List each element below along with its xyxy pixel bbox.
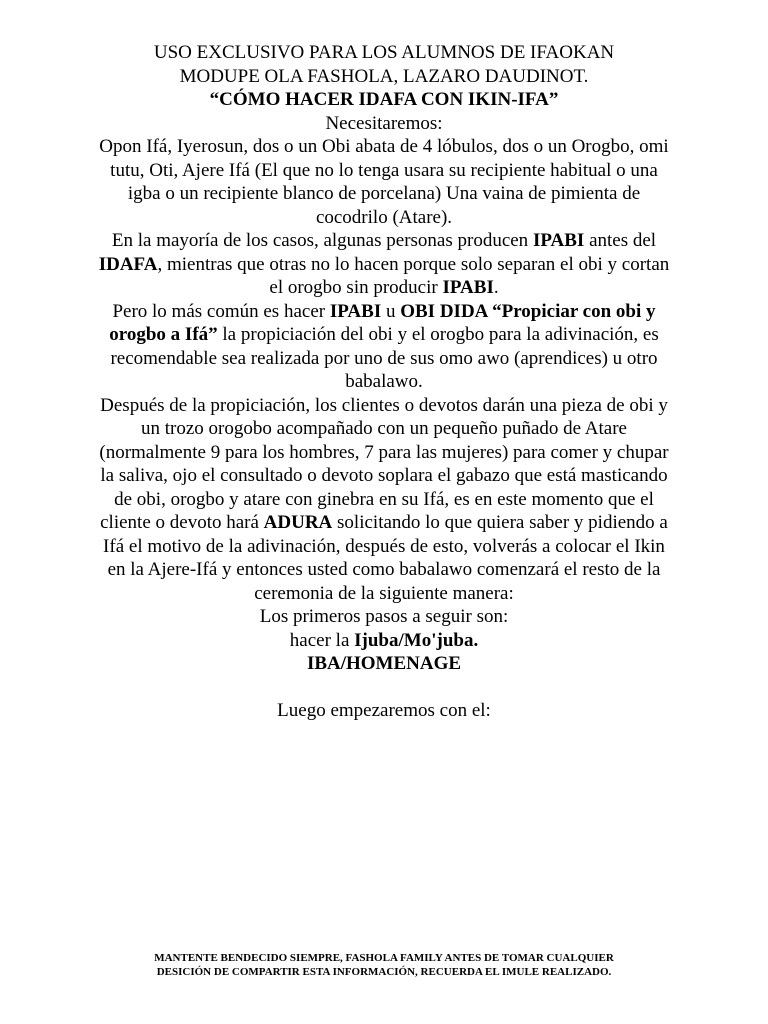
ijuba-line [96,629,672,653]
text-run: hacer la [289,629,355,651]
obi-dida-paragraph [96,300,672,394]
text-run: Después de la propiciación, los clientes o devotos darán una pieza de obi y un trozo orogobo acompañado con un pequeño puñado de Atare (normalmente 9 para los hombres, 7 para las mujeres) para comer y chupar la saliva, ojo el consultado o devoto soplara el gabazo que está masticando de obi, orogbo y atare con ginebra en su Ifá, es en este momento que el cliente o devoto hará [99,394,669,533]
bold-term-ijuba: Ijuba/Mo'juba. [354,629,479,651]
header-line-2: MODUPE OLA FASHOLA, LAZARO DAUDINOT. [179,65,589,87]
document-title [96,88,672,112]
text-run: Pero lo más común es hacer [112,300,330,322]
blank-line [96,676,672,700]
luego-line: Luego empezaremos con el: [277,700,491,721]
propiciacion-paragraph [96,394,672,606]
bold-term-ipabi: IPABI [329,300,382,322]
footer-line-1: MANTENTE BENDECIDO SIEMPRE, FASHOLA FAMILY ANTES DE TOMAR CUALQUIER [154,952,614,964]
footer-line-2: DESICIÓN DE COMPARTIR ESTA INFORMACIÓN, RECUERDA EL IMULE REALIZADO. [156,966,612,978]
bold-term-ipabi: IPABI [532,230,585,251]
page-footer [96,951,672,979]
text-run: u [381,300,401,322]
text-run: En la mayoría de los casos, algunas personas producen [111,230,533,251]
text-run: solicitando lo que quiera saber y pidiendo a Ifá el motivo de la adivinación, después de esto, volverás a colocar el Ikin en la Ajere-Ifá y entonces usted como babalawo comenzará el resto de la ceremonia de la siguiente manera: [103,512,668,604]
bold-term-ipabi: IPABI [442,277,494,298]
materials-paragraph: Opon Ifá, Iyerosun, dos o un Obi abata de 4 lóbulos, dos o un Orogbo, omi tutu, Oti, Ajere Ifá (El que no lo tenga usara su recipiente habitual o una igba o un recipiente blanco de porcelana) Una vaina de pimienta de cocodrilo (Atare). [99,136,669,228]
bold-term-obi-dida: OBI DIDA “Propiciar con obi y orogbo a Ifá” [109,300,656,345]
text-run: , mientras que otras no lo hacen porque solo separan el obi y cortan el orogbo sin producir [157,253,670,298]
iba-heading-text: IBA/HOMENAGE [306,653,462,674]
bold-term-adura: ADURA [263,512,333,533]
header-line-1: USO EXCLUSIVO PARA LOS ALUMNOS DE IFAOKAN [153,42,615,63]
document-body [96,41,672,723]
text-run: antes del [584,230,657,251]
text-run: . [493,277,499,298]
text-run: la propiciación del obi y el orogbo para la adivinación, es recomendable sea realizada por uno de sus omo awo (aprendices) u otro babalawo. [110,324,659,392]
ipabi-paragraph [96,229,672,300]
bold-term-idafa: IDAFA [98,253,158,275]
iba-heading [96,652,672,676]
steps-line: Los primeros pasos a seguir son: [259,606,509,627]
needs-heading: Necesitaremos: [325,112,443,134]
document-title-text: “CÓMO HACER IDAFA CON IKIN-IFA” [209,89,559,110]
